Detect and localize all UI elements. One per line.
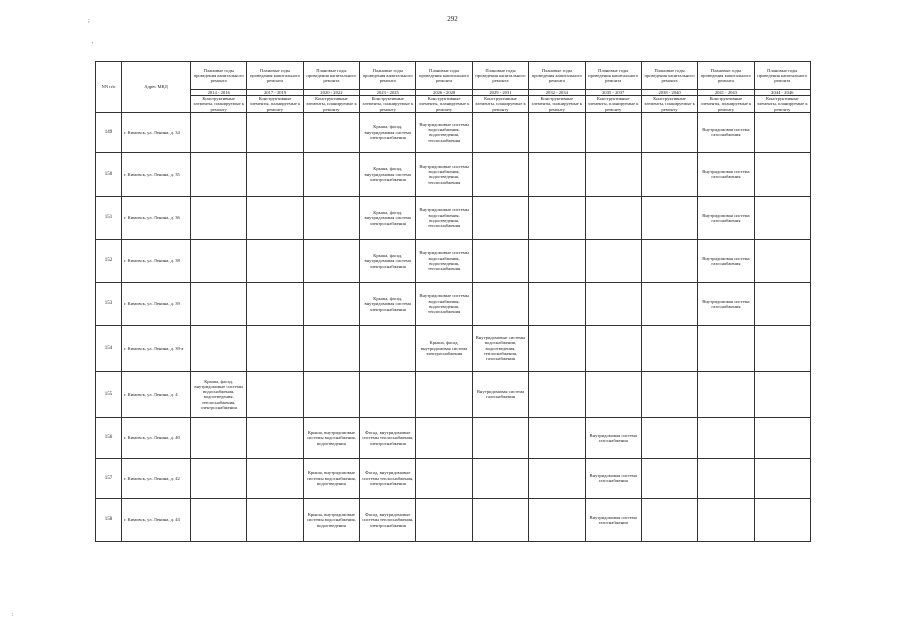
row-cell	[585, 196, 641, 239]
row-cell	[529, 371, 585, 417]
row-cell	[698, 325, 754, 371]
row-cell	[360, 371, 416, 417]
row-cell: Внутридомовые системы водоснабжения, водоотведения, теплоснабжения	[416, 282, 472, 325]
header-period: Плановые годы проведения капитального ремонта	[472, 62, 528, 90]
row-cell	[754, 196, 810, 239]
row-cell	[191, 325, 247, 371]
row-cell	[247, 282, 303, 325]
row-address: г. Кимовск, ул. Ленина, д. 39	[122, 282, 191, 325]
row-cell	[303, 152, 359, 196]
row-cell	[247, 371, 303, 417]
row-cell: Крыша, фасад, внутридомовая система электроснабжения	[360, 239, 416, 282]
row-address: г. Кимовск, ул. Ленина, д. 39-а	[122, 325, 191, 371]
row-cell	[641, 498, 697, 541]
row-cell	[247, 112, 303, 152]
row-cell	[247, 196, 303, 239]
row-cell	[529, 458, 585, 498]
row-cell	[472, 196, 528, 239]
row-number: 149	[96, 112, 122, 152]
row-cell	[416, 371, 472, 417]
header-elements: Конструктивные элементы, планируемые к ремонту	[641, 96, 697, 113]
row-cell	[641, 417, 697, 458]
row-cell	[360, 325, 416, 371]
row-cell: Внутридомовые системы водоснабжения, водоотведения, теплоснабжения	[416, 112, 472, 152]
row-cell	[641, 371, 697, 417]
row-cell: Внутридомовая система газоснабжения	[698, 239, 754, 282]
row-cell	[754, 282, 810, 325]
header-elements: Конструктивные элементы, планируемые к ремонту	[360, 96, 416, 113]
row-cell: Фасад, внутридомовые системы теплоснабжения, электроснабжения	[360, 498, 416, 541]
row-cell: Внутридомовые системы водоснабжения, водоотведения, теплоснабжения	[416, 239, 472, 282]
row-cell	[754, 239, 810, 282]
capital-repair-plan-table	[95, 61, 811, 542]
row-cell	[191, 458, 247, 498]
row-address: г. Кимовск, ул. Ленина, д. 44	[122, 498, 191, 541]
header-years: 2020 - 2022	[303, 90, 359, 96]
header-elements: Конструктивные элементы, планируемые к ремонту	[247, 96, 303, 113]
row-cell	[191, 239, 247, 282]
row-cell: Фасад, внутридомовые системы теплоснабжения, электроснабжения	[360, 458, 416, 498]
row-cell: Внутридомовая система газоснабжения	[698, 282, 754, 325]
table-row	[96, 325, 811, 371]
row-address: г. Кимовск, ул. Ленина, д. 4	[122, 371, 191, 417]
row-number: 155	[96, 371, 122, 417]
row-cell: Крыша, фасад, внутридомовая система электроснабжения	[360, 282, 416, 325]
row-cell	[247, 458, 303, 498]
row-cell	[191, 196, 247, 239]
row-cell	[191, 152, 247, 196]
row-address: г. Кимовск, ул. Ленина, д. 36	[122, 196, 191, 239]
row-cell	[585, 325, 641, 371]
row-cell	[247, 325, 303, 371]
table-row	[96, 417, 811, 458]
row-cell	[641, 325, 697, 371]
row-cell	[585, 112, 641, 152]
row-cell	[472, 239, 528, 282]
row-cell	[191, 282, 247, 325]
row-cell: Внутридомовая система газоснабжения	[472, 371, 528, 417]
row-cell	[529, 239, 585, 282]
row-cell	[585, 152, 641, 196]
row-number: 152	[96, 239, 122, 282]
row-cell	[303, 239, 359, 282]
row-cell	[585, 282, 641, 325]
row-number: 156	[96, 417, 122, 458]
header-elements: Конструктивные элементы, планируемые к ремонту	[191, 96, 247, 113]
header-elements: Конструктивные элементы, планируемые к ремонту	[698, 96, 754, 113]
row-cell	[191, 417, 247, 458]
header-years: 2029 - 2031	[472, 90, 528, 96]
row-cell	[754, 498, 810, 541]
header-elements: Конструктивные элементы, планируемые к ремонту	[585, 96, 641, 113]
row-cell	[472, 458, 528, 498]
header-years: 2041 - 2043	[698, 90, 754, 96]
row-cell: Крыша, фасад, внутридомовая система электроснабжения	[360, 152, 416, 196]
row-cell	[641, 196, 697, 239]
row-cell	[472, 417, 528, 458]
header-period: Плановые годы проведения капитального ремонта	[585, 62, 641, 90]
row-cell	[641, 239, 697, 282]
header-years: 2038 - 2040	[641, 90, 697, 96]
header-elements: Конструктивные элементы, планируемые к ремонту	[416, 96, 472, 113]
row-cell	[698, 498, 754, 541]
row-cell	[247, 152, 303, 196]
header-years: 2032 - 2034	[529, 90, 585, 96]
header-years: 2035 - 2037	[585, 90, 641, 96]
row-cell	[303, 112, 359, 152]
row-cell	[191, 112, 247, 152]
row-cell	[754, 325, 810, 371]
row-cell	[529, 498, 585, 541]
row-cell: Крыша, фасад, внутридомовые системы водоснабжения, водоотведения, теплоснабжения, электроснабжения	[191, 371, 247, 417]
row-cell	[416, 458, 472, 498]
row-cell: Внутридомовая система газоснабжения	[585, 498, 641, 541]
row-cell	[754, 417, 810, 458]
row-cell: Внутридомовая система газоснабжения	[585, 458, 641, 498]
table-row	[96, 371, 811, 417]
table-row	[96, 112, 811, 152]
row-cell	[754, 458, 810, 498]
row-cell: Внутридомовые системы водоснабжения, водоотведения, теплоснабжения	[416, 196, 472, 239]
row-address: г. Кимовск, ул. Ленина, д. 38	[122, 239, 191, 282]
row-address: г. Кимовск, ул. Ленина, д. 42	[122, 458, 191, 498]
page-number: 292	[447, 15, 458, 23]
row-cell	[529, 112, 585, 152]
row-cell	[641, 152, 697, 196]
row-cell	[529, 152, 585, 196]
row-cell	[754, 371, 810, 417]
header-elements: Конструктивные элементы, планируемые к ремонту	[754, 96, 810, 113]
row-cell: Крыша, внутридомовые системы водоснабжения, водоотведения	[303, 417, 359, 458]
header-elements: Конструктивные элементы, планируемые к ремонту	[303, 96, 359, 113]
row-cell	[585, 371, 641, 417]
header-years: 2014 - 2016	[191, 90, 247, 96]
header-period: Плановые годы проведения капитального ремонта	[754, 62, 810, 90]
table-row	[96, 196, 811, 239]
row-cell: Внутридомовые системы водоснабжения, водоотведения, теплоснабжения	[416, 152, 472, 196]
row-cell	[303, 371, 359, 417]
row-cell	[529, 282, 585, 325]
header-years: 2017 - 2019	[247, 90, 303, 96]
row-number: 150	[96, 152, 122, 196]
row-cell	[529, 325, 585, 371]
row-cell	[472, 112, 528, 152]
scan-mark: ;	[88, 18, 90, 24]
header-period: Плановые годы проведения капитального ремонта	[191, 62, 247, 90]
row-number: 158	[96, 498, 122, 541]
row-address: г. Кимовск, ул. Ленина, д. 34	[122, 112, 191, 152]
header-period: Плановые годы проведения капитального ремонта	[303, 62, 359, 90]
row-cell	[303, 325, 359, 371]
header-period: Плановые годы проведения капитального ремонта	[247, 62, 303, 90]
header-address: Адрес МКД	[122, 62, 191, 113]
row-cell	[247, 498, 303, 541]
table-row	[96, 152, 811, 196]
row-cell	[416, 417, 472, 458]
row-cell	[303, 196, 359, 239]
row-number: 154	[96, 325, 122, 371]
header-period: Плановые годы проведения капитального ремонта	[529, 62, 585, 90]
row-cell	[754, 112, 810, 152]
row-cell	[641, 112, 697, 152]
row-cell: Крыша, фасад, внутридомовая система электроснабжения	[416, 325, 472, 371]
header-period: Плановые годы проведения капитального ремонта	[698, 62, 754, 90]
row-cell	[303, 282, 359, 325]
header-period: Плановые годы проведения капитального ремонта	[416, 62, 472, 90]
row-cell	[247, 417, 303, 458]
header-elements: Конструктивные элементы, планируемые к ремонту	[472, 96, 528, 113]
row-cell: Крыша, фасад, внутридомовая система электроснабжения	[360, 112, 416, 152]
header-years: 2026 - 2028	[416, 90, 472, 96]
row-cell	[472, 282, 528, 325]
row-cell: Внутридомовая система газоснабжения	[698, 152, 754, 196]
row-cell	[529, 196, 585, 239]
row-address: г. Кимовск, ул. Ленина, д. 35	[122, 152, 191, 196]
row-cell: Крыша, фасад, внутридомовая система электроснабжения	[360, 196, 416, 239]
row-number: 151	[96, 196, 122, 239]
table-row	[96, 282, 811, 325]
row-cell	[247, 239, 303, 282]
row-cell: Внутридомовая система газоснабжения	[698, 112, 754, 152]
header-elements: Конструктивные элементы, планируемые к ремонту	[529, 96, 585, 113]
table-row	[96, 458, 811, 498]
row-cell	[191, 498, 247, 541]
header-period: Плановые годы проведения капитального ремонта	[360, 62, 416, 90]
header-years: 2023 - 2025	[360, 90, 416, 96]
scan-mark: :	[12, 612, 14, 618]
row-address: г. Кимовск, ул. Ленина, д. 40	[122, 417, 191, 458]
table-row	[96, 239, 811, 282]
row-cell: Внутридомовая система газоснабжения	[585, 417, 641, 458]
row-cell	[698, 417, 754, 458]
row-number: 153	[96, 282, 122, 325]
table-row	[96, 498, 811, 541]
row-cell	[472, 152, 528, 196]
row-cell	[472, 498, 528, 541]
row-cell: Фасад, внутридомовые системы теплоснабжения, электроснабжения	[360, 417, 416, 458]
row-cell: Внутридомовая система газоснабжения	[698, 196, 754, 239]
row-cell	[698, 371, 754, 417]
header-num: NN п/п	[96, 62, 122, 113]
row-cell: Крыша, внутридомовые системы водоснабжения, водоотведения	[303, 458, 359, 498]
row-cell: Внутридомовые системы водоснабжения, водоотведения, теплоснабжения, газоснабжения	[472, 325, 528, 371]
row-cell	[585, 239, 641, 282]
header-period: Плановые годы проведения капитального ремонта	[641, 62, 697, 90]
row-cell	[641, 458, 697, 498]
scan-mark: '	[92, 42, 94, 48]
row-cell	[754, 152, 810, 196]
row-number: 157	[96, 458, 122, 498]
header-years: 2044 - 2046	[754, 90, 810, 96]
row-cell: Крыша, внутридомовые системы водоснабжения, водоотведения	[303, 498, 359, 541]
row-cell	[529, 417, 585, 458]
row-cell	[698, 458, 754, 498]
row-cell	[641, 282, 697, 325]
row-cell	[416, 498, 472, 541]
